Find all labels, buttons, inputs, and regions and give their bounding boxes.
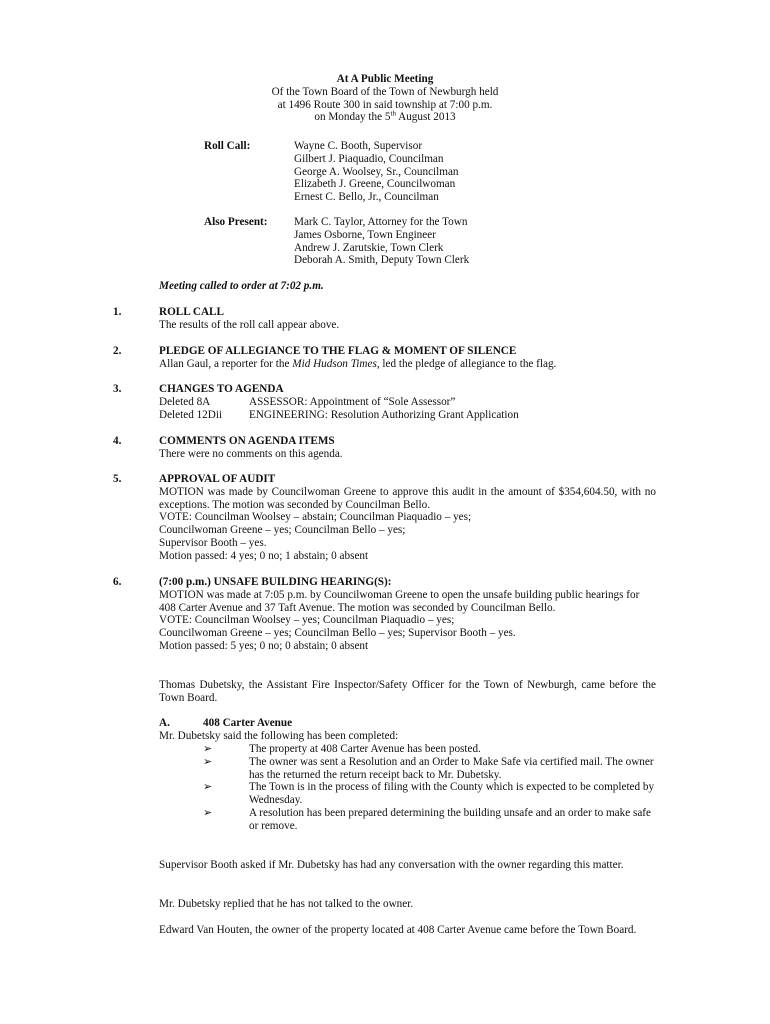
header-date-suffix: th <box>390 109 396 118</box>
item-heading: APPROVAL OF AUDIT <box>159 473 276 485</box>
item-text-post: , led the pledge of allegiance to the flag. <box>376 357 557 370</box>
arrow-bullet-icon: ➢ <box>203 755 213 768</box>
list-item <box>203 756 658 782</box>
also-present-label: Also Present: <box>204 216 268 228</box>
item-number: 5. <box>113 473 122 485</box>
agenda-change-row <box>159 396 656 409</box>
arrow-bullet-icon: ➢ <box>203 781 213 794</box>
vote-result: Motion passed: 5 yes; 0 no; 0 abstain; 0 absent <box>159 639 369 652</box>
agenda-change-desc: ENGINEERING: Resolution Authorizing Grant Application <box>249 408 519 421</box>
subsection-letter: A. <box>159 717 170 729</box>
also-present-member: Andrew J. Zarutskie, Town Clerk <box>294 241 444 254</box>
dubetsky-reply-paragraph: Mr. Dubetsky replied that he has not talked to the owner. <box>159 898 414 910</box>
item-text: The results of the roll call appear above. <box>159 318 340 331</box>
list-item-text: A resolution has been prepared determining the building unsafe and an order to make safe or remove. <box>249 806 651 832</box>
header-line-4 <box>0 111 770 124</box>
list-item <box>203 743 658 756</box>
vote-line: VOTE: Councilman Woolsey – abstain; Councilman Piaquadio – yes; <box>159 511 472 524</box>
agenda-change-id: Deleted 8A <box>159 395 211 408</box>
roll-call-member: Wayne C. Booth, Supervisor <box>294 140 423 152</box>
meeting-header <box>0 73 770 124</box>
vote-line: Councilwoman Greene – yes; Councilman Bello – yes; Supervisor Booth – yes. <box>159 627 516 640</box>
list-item <box>203 807 658 833</box>
document-title: At A Public Meeting <box>336 73 434 85</box>
roll-call-label: Roll Call: <box>204 140 251 152</box>
item-heading: (7:00 p.m.) UNSAFE BUILDING HEARING(S): <box>159 576 392 588</box>
header-line-3: at 1496 Route 300 in said township at 7:00 p.m. <box>277 98 493 111</box>
owner-paragraph: Edward Van Houten, the owner of the property located at 408 Carter Avenue came before the Town Board. <box>159 924 637 936</box>
motion-text: MOTION was made by Councilwoman Greene to approve this audit in the amount of $354,604.50, with no exceptions. The motion was seconded by Councilman Bello. <box>159 485 656 511</box>
item-heading: CHANGES TO AGENDA <box>159 383 284 395</box>
vote-line: Supervisor Booth – yes. <box>159 536 267 549</box>
meeting-called-to-order: Meeting called to order at 7:02 p.m. <box>159 280 324 292</box>
item-heading: ROLL CALL <box>159 306 224 318</box>
subsection-intro: Mr. Dubetsky said the following has been completed: <box>159 729 399 742</box>
agenda-change-id: Deleted 12Dii <box>159 408 223 421</box>
newspaper-name: Mid Hudson Times <box>292 357 377 370</box>
vote-result: Motion passed: 4 yes; 0 no; 1 abstain; 0 absent <box>159 549 369 562</box>
roll-call-member: Elizabeth J. Greene, Councilwoman <box>294 178 456 191</box>
roll-call-member: Gilbert J. Piaquadio, Councilman <box>294 152 444 165</box>
subsection-title <box>159 717 656 730</box>
dubetsky-paragraph: Thomas Dubetsky, the Assistant Fire Inspector/Safety Officer for the Town of Newburgh, came before the Town Board. <box>159 679 656 704</box>
list-item-text: The property at 408 Carter Avenue has been posted. <box>249 743 481 755</box>
motion-text: MOTION was made at 7:05 p.m. by Councilwoman Greene to open the unsafe building public hearings for 408 Carter Avenue and 37 Taft Avenue. The motion was seconded by Councilman Bello. <box>159 588 640 614</box>
list-item-text: The Town is in the process of filing with the County which is expected to be completed by Wednesday. <box>249 781 655 807</box>
agenda-change-row <box>159 409 656 422</box>
header-date-prefix: on Monday the 5 <box>314 111 391 124</box>
item-number: 4. <box>113 435 122 447</box>
also-present-member: Mark C. Taylor, Attorney for the Town <box>294 216 468 228</box>
vote-line: Councilwoman Greene – yes; Councilman Bello – yes; <box>159 524 406 537</box>
item-number: 2. <box>113 345 122 357</box>
item-number: 1. <box>113 306 122 318</box>
arrow-bullet-icon: ➢ <box>203 806 213 819</box>
subsection-heading: 408 Carter Avenue <box>203 717 293 729</box>
also-present-member: Deborah A. Smith, Deputy Town Clerk <box>294 254 470 267</box>
agenda-change-desc: ASSESSOR: Appointment of “Sole Assessor” <box>249 395 456 408</box>
item-text: There were no comments on this agenda. <box>159 447 343 460</box>
booth-question-paragraph: Supervisor Booth asked if Mr. Dubetsky has had any conversation with the owner regarding this matter. <box>159 859 624 871</box>
item-text-pre: Allan Gaul, a reporter for the <box>159 357 293 370</box>
roll-call-member: Ernest C. Bello, Jr., Councilman <box>294 191 439 204</box>
arrow-bullet-icon: ➢ <box>203 743 213 755</box>
header-date-month: August 2013 <box>395 111 456 124</box>
also-present-list <box>294 216 624 267</box>
item-number: 6. <box>113 576 122 588</box>
item-number: 3. <box>113 383 122 395</box>
list-item <box>203 781 658 807</box>
completed-steps-list <box>203 743 658 833</box>
roll-call-member: George A. Woolsey, Sr., Councilman <box>294 165 459 178</box>
header-line-2: Of the Town Board of the Town of Newburgh held <box>271 85 499 98</box>
roll-call-list <box>294 140 624 204</box>
item-heading: PLEDGE OF ALLEGIANCE TO THE FLAG & MOMENT OF SILENCE <box>159 345 517 357</box>
item-heading: COMMENTS ON AGENDA ITEMS <box>159 435 335 447</box>
subsection-408-carter <box>159 717 656 743</box>
list-item-text: The owner was sent a Resolution and an Order to Make Safe via certified mail. The owner has the returned the return receipt back to Mr. Dubetsky. <box>249 755 654 781</box>
item-text <box>159 358 656 371</box>
vote-line: VOTE: Councilman Woolsey – yes; Councilman Piaquadio – yes; <box>159 614 455 627</box>
also-present-member: James Osborne, Town Engineer <box>294 228 436 241</box>
